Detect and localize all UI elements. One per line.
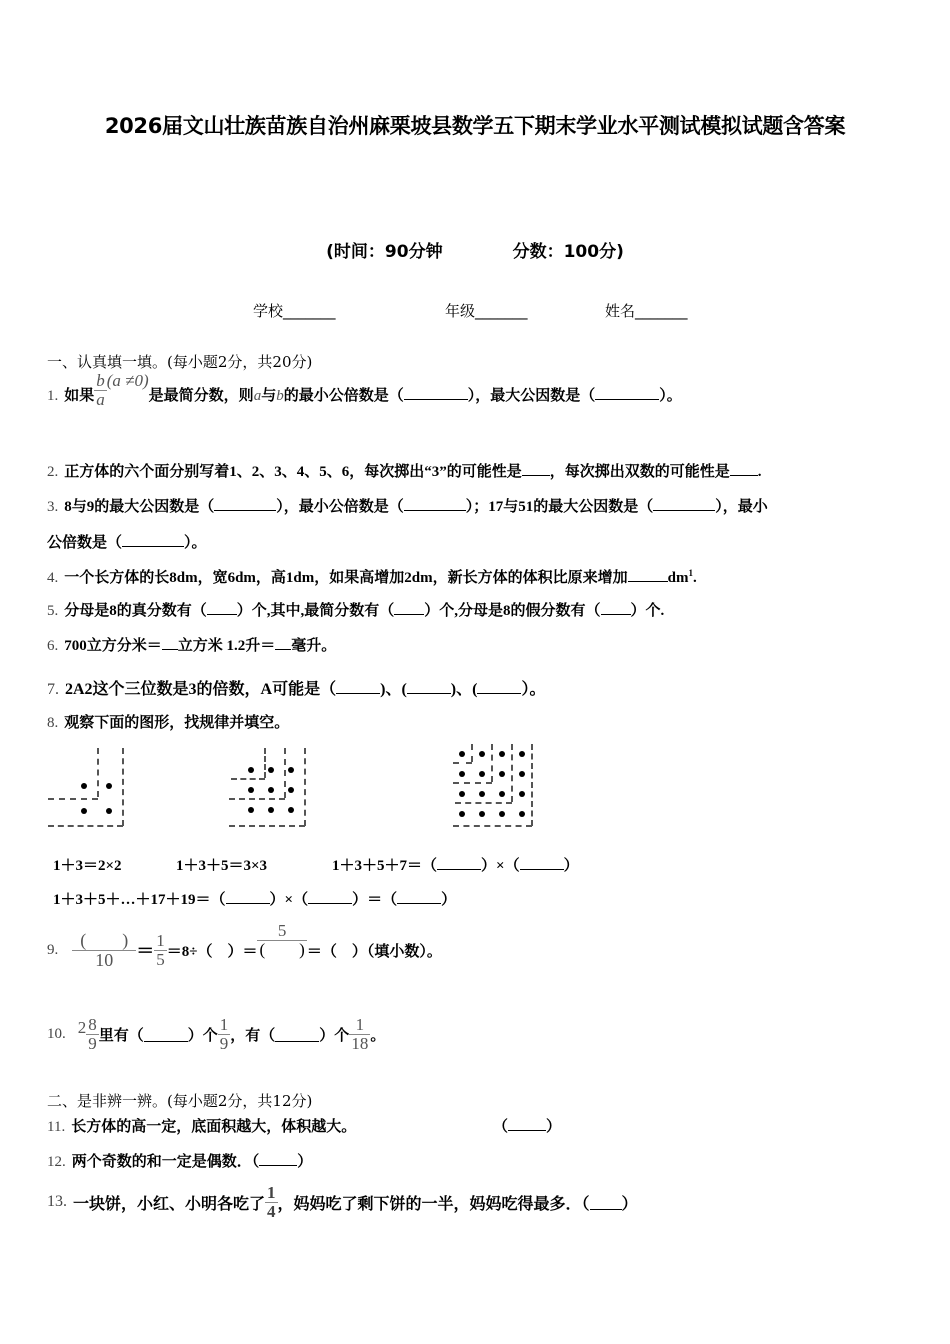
answer-blank[interactable] — [520, 855, 564, 870]
total-score: 分数：100分) — [512, 242, 624, 262]
answer-blank[interactable] — [522, 461, 550, 476]
exam-meta — [0, 237, 950, 262]
answer-blank[interactable] — [595, 385, 659, 400]
answer-blank[interactable] — [407, 679, 451, 694]
question-10: 10. 2 $\frac{8}{9}$ 里有（ ）个 $\frac{1}{9}$ ，有（ ）个 $\frac{1}{18}$ 。 — [47, 1014, 386, 1053]
mixed-fraction-2-8-9: $\frac{8}{9}$ — [88, 1014, 97, 1053]
answer-blank[interactable] — [308, 889, 352, 904]
fraction-1-over-5: $\frac{1}{5}$ — [156, 930, 165, 969]
question-12: 12. 两个奇数的和一定是偶数．（ ） — [47, 1150, 312, 1171]
equation-3: 1＋3＋5＋7＝（ ）×（ ） — [332, 854, 579, 875]
fraction-b-over-a: $\frac{b}{a}$ — [96, 371, 105, 409]
fraction-1-over-18: $\frac{1}{18}$ — [351, 1014, 369, 1053]
question-4: 4. 一个长方体的长8dm，宽6dm，高1dm，如果高增加2dm，新长方体的体积比原来增加 $dm^1$. — [47, 568, 697, 586]
equation-1: 1＋3＝2×2 — [53, 858, 122, 874]
answer-blank[interactable] — [394, 600, 424, 615]
question-6: 6. 700立方分米＝ 立方米 1.2升＝ 毫升。 — [47, 634, 336, 655]
section-1-heading: 一、认真填一填。(每小题2分，共20分) — [47, 353, 313, 371]
dot-pattern-figure-1 — [48, 748, 128, 828]
name-field[interactable]: 姓名_______ — [605, 302, 688, 320]
answer-blank[interactable] — [214, 496, 276, 511]
answer-blank[interactable] — [601, 600, 631, 615]
answer-blank[interactable] — [397, 889, 441, 904]
question-9: 9. $\frac{( )}{10}$ ＝ $\frac{1}{5}$ ＝8÷（ ）＝ $\frac{5}{( )}$ ＝（ ）（填小数）。 — [47, 920, 442, 970]
answer-blank[interactable] — [275, 635, 291, 650]
school-field[interactable]: 学校_______ — [253, 302, 336, 320]
question-11-answer: （ ） — [493, 1115, 561, 1136]
question-1: 1. 如果 $\frac{b}{a}$ (a ≠0)是最简分数，则a与b的最小公倍数是（ ），最大公因数是（ ）。 — [47, 370, 682, 409]
question-8: 8. 观察下面的图形，找规律并填空。 — [47, 715, 290, 731]
answer-blank[interactable] — [162, 635, 178, 650]
equation-2: 1＋3＋5＝3×3 — [176, 858, 268, 874]
question-3-cont: 公倍数是（ ）。 — [47, 531, 207, 552]
answer-blank[interactable] — [590, 1195, 622, 1210]
fraction-1-over-4: $\frac{1}{4}$ — [267, 1182, 276, 1221]
question-13: 13. 一块饼，小红、小明各吃了 $\frac{1}{4}$ ，妈妈吃了剩下饼的一半，妈妈吃得最多．（ ） — [47, 1182, 638, 1221]
fraction-blank-over-10: $\frac{( )}{10}$ — [72, 931, 136, 970]
answer-blank[interactable] — [653, 496, 715, 511]
document-title: 2026届文山壮族苗族自治州麻栗坡县数学五下期末学业水平测试模拟试题含答案 — [104, 114, 846, 138]
answer-blank[interactable] — [275, 1027, 319, 1042]
answer-blank[interactable] — [226, 889, 270, 904]
question-11: 11. 长方体的高一定，底面积越大，体积越大。 — [47, 1119, 357, 1135]
answer-blank[interactable] — [404, 496, 466, 511]
answer-blank[interactable] — [336, 679, 380, 694]
answer-blank[interactable] — [404, 385, 468, 400]
dot-pattern-figure-2 — [229, 748, 309, 828]
answer-blank[interactable] — [730, 461, 758, 476]
answer-blank[interactable] — [628, 567, 668, 582]
dot-pattern-figure-3 — [453, 744, 538, 829]
answer-blank[interactable] — [207, 600, 237, 615]
fraction-1-over-9: $\frac{1}{9}$ — [219, 1014, 229, 1053]
grade-field[interactable]: 年级_______ — [445, 302, 528, 320]
answer-blank[interactable] — [122, 532, 184, 547]
answer-blank[interactable] — [144, 1027, 188, 1042]
time-limit: (时间：90分钟 — [326, 242, 443, 262]
answer-blank[interactable] — [259, 1151, 297, 1166]
question-5: 5. 分母是8的真分数有（ ）个,其中,最简分数有（ ）个,分母是8的假分数有（ ）个. — [47, 599, 664, 620]
answer-blank[interactable] — [508, 1116, 546, 1131]
question-7: 7. 2A2这个三位数是3的倍数，A可能是（ )、( )、( ）。 — [47, 681, 546, 698]
section-2-heading: 二、是非辨一辨。(每小题2分，共12分) — [47, 1092, 313, 1110]
answer-blank[interactable] — [477, 679, 521, 694]
equation-4: 1＋3＋5＋…＋17＋19＝（ ）×（ ）＝（ ） — [53, 888, 456, 909]
answer-blank[interactable] — [437, 855, 481, 870]
question-2: 2. 正方体的六个面分别写着1、2、3、4、5、6，每次掷出“3”的可能性是 ，每次掷出双数的可能性是 . — [47, 460, 762, 481]
question-3: 3. 8与9的最大公因数是（ ），最小公倍数是（ ）；17与51的最大公因数是（ ），最小 — [47, 495, 768, 516]
fraction-5-over-blank: $\frac{5}{( )}$ — [259, 920, 305, 959]
